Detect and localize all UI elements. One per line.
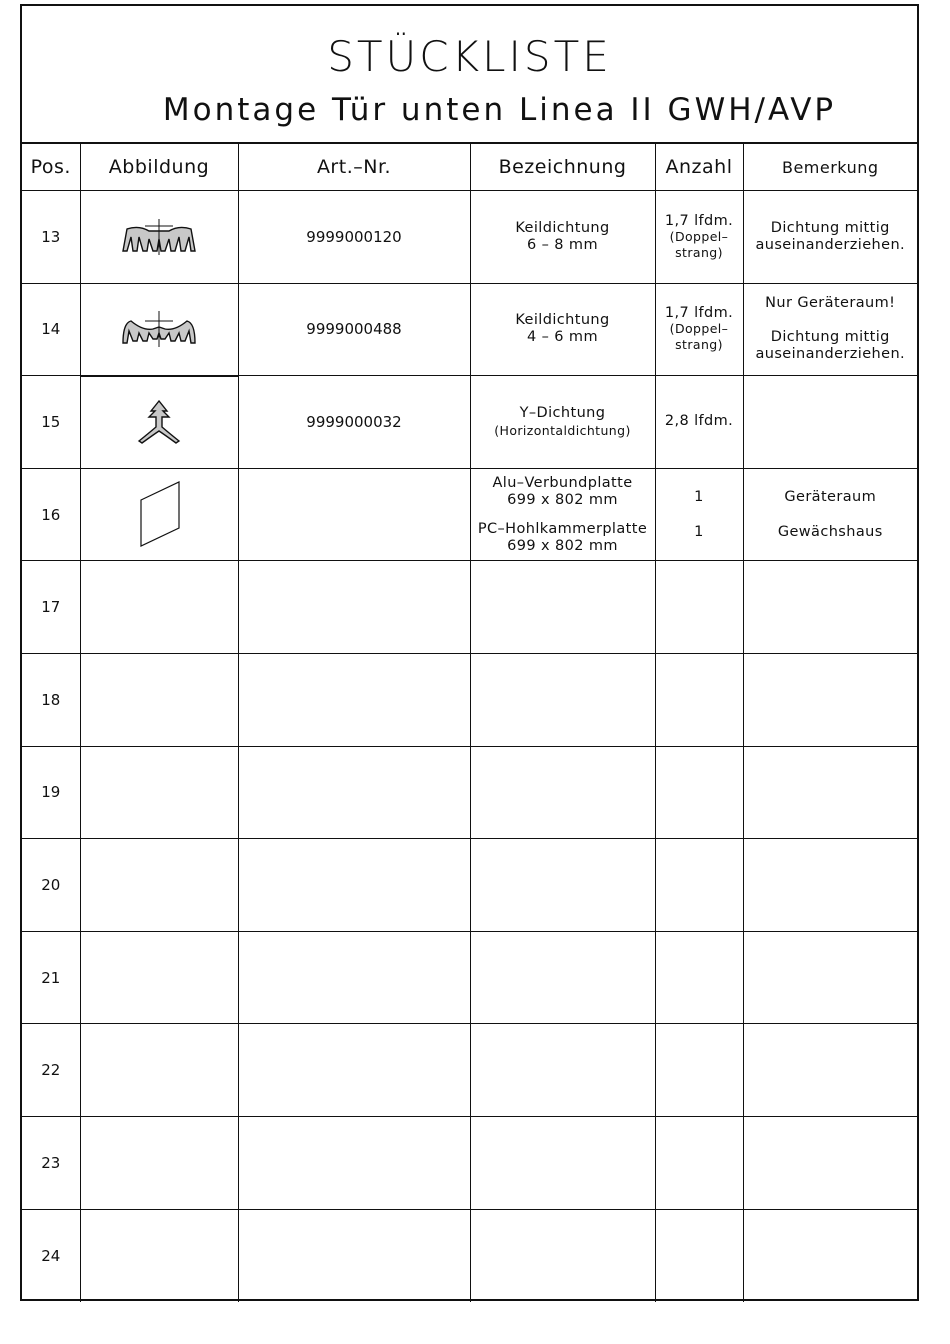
table-row bbox=[22, 1116, 917, 1209]
anzahl-note: strang) bbox=[675, 337, 723, 353]
art-nr-cell bbox=[238, 653, 470, 746]
art-nr-cell bbox=[238, 746, 470, 839]
bezeichnung-cell bbox=[470, 931, 655, 1024]
table-row bbox=[22, 1209, 917, 1302]
anzahl-note: strang) bbox=[675, 244, 723, 260]
header-art-nr: Art.–Nr. bbox=[238, 144, 470, 191]
anzahl-cell bbox=[655, 561, 743, 654]
document-subtitle: Montage Tür unten Linea II GWH/AVP bbox=[162, 92, 837, 128]
anzahl-value: 1 bbox=[694, 523, 704, 540]
bemerkung-cell bbox=[743, 653, 917, 746]
abbildung-cell bbox=[80, 468, 238, 561]
bezeichnung-cell bbox=[470, 283, 655, 376]
bemerkung-text: Dichtung mittig bbox=[770, 219, 890, 236]
bezeichnung-cell bbox=[470, 746, 655, 839]
document-title: STÜCKLISTE bbox=[327, 32, 612, 81]
bemerkung-cell bbox=[743, 376, 917, 469]
bemerkung-cell bbox=[743, 1209, 917, 1302]
anzahl-value: 1,7 lfdm. bbox=[664, 305, 734, 322]
keildichtung-large-profile-icon bbox=[119, 217, 199, 257]
table-row bbox=[22, 376, 917, 469]
abbildung-cell bbox=[80, 376, 238, 469]
bezeichnung-cell bbox=[470, 1024, 655, 1117]
abbildung-cell bbox=[80, 931, 238, 1024]
parts-list-sheet bbox=[20, 4, 919, 1301]
pos-cell: 21 bbox=[22, 931, 80, 1024]
pos-cell: 20 bbox=[22, 839, 80, 932]
bemerkung-text: Gewächshaus bbox=[777, 523, 883, 540]
art-nr-cell bbox=[238, 839, 470, 932]
bemerkung-cell bbox=[743, 191, 917, 284]
abbildung-cell bbox=[80, 561, 238, 654]
bezeichnung-cell bbox=[470, 376, 655, 469]
panel-plate-icon bbox=[129, 480, 189, 550]
bezeichnung-text: Alu–Verbundplatte bbox=[492, 474, 633, 491]
bezeichnung-size: 699 x 802 mm bbox=[507, 537, 618, 554]
table-row bbox=[22, 746, 917, 839]
bezeichnung-size: 6 – 8 mm bbox=[527, 236, 598, 253]
anzahl-cell bbox=[655, 653, 743, 746]
bezeichnung-cell bbox=[470, 468, 655, 561]
table-row bbox=[22, 561, 917, 654]
bezeichnung-cell bbox=[470, 191, 655, 284]
abbildung-cell bbox=[80, 1209, 238, 1302]
art-nr-cell: 9999000032 bbox=[238, 376, 470, 469]
pos-cell: 24 bbox=[22, 1209, 80, 1302]
bemerkung-warning: Nur Geräteraum! bbox=[765, 295, 896, 312]
abbildung-cell bbox=[80, 653, 238, 746]
header-bemerkung: Bemerkung bbox=[743, 144, 917, 191]
abbildung-cell bbox=[80, 283, 238, 376]
art-nr-cell: 9999000488 bbox=[238, 283, 470, 376]
keildichtung-small-profile-icon bbox=[119, 309, 199, 349]
bezeichnung-cell bbox=[470, 653, 655, 746]
anzahl-cell bbox=[655, 1024, 743, 1117]
anzahl-cell bbox=[655, 1116, 743, 1209]
art-nr-cell bbox=[238, 561, 470, 654]
abbildung-cell bbox=[80, 191, 238, 284]
anzahl-cell bbox=[655, 746, 743, 839]
y-dichtung-profile-icon bbox=[129, 397, 189, 447]
header-pos: Pos. bbox=[22, 144, 80, 191]
bemerkung-cell bbox=[743, 746, 917, 839]
pos-cell: 13 bbox=[22, 191, 80, 284]
bezeichnung-cell bbox=[470, 839, 655, 932]
anzahl-note: (Doppel– bbox=[669, 321, 729, 337]
bemerkung-cell bbox=[743, 283, 917, 376]
parts-table bbox=[22, 143, 917, 1302]
abbildung-cell bbox=[80, 1024, 238, 1117]
anzahl-cell bbox=[655, 468, 743, 561]
pos-cell: 23 bbox=[22, 1116, 80, 1209]
anzahl-cell: 2,8 lfdm. bbox=[655, 376, 743, 469]
bezeichnung-cell bbox=[470, 561, 655, 654]
art-nr-cell bbox=[238, 1116, 470, 1209]
header-bezeichnung: Bezeichnung bbox=[470, 144, 655, 191]
bezeichnung-cell bbox=[470, 1116, 655, 1209]
bezeichnung-cell bbox=[470, 1209, 655, 1302]
bezeichnung-text: Keildichtung bbox=[515, 312, 610, 329]
abbildung-cell bbox=[80, 1116, 238, 1209]
pos-cell: 17 bbox=[22, 561, 80, 654]
anzahl-note: (Doppel– bbox=[669, 228, 729, 244]
pos-cell: 15 bbox=[22, 376, 80, 469]
bemerkung-text: auseinanderziehen. bbox=[755, 346, 906, 363]
bemerkung-text: auseinanderziehen. bbox=[755, 236, 906, 253]
pos-cell: 16 bbox=[22, 468, 80, 561]
bemerkung-text: Geräteraum bbox=[784, 488, 877, 505]
art-nr-cell: 9999000120 bbox=[238, 191, 470, 284]
anzahl-cell bbox=[655, 1209, 743, 1302]
anzahl-value: 1 bbox=[694, 488, 704, 505]
bezeichnung-text: Keildichtung bbox=[515, 219, 610, 236]
pos-cell: 14 bbox=[22, 283, 80, 376]
header-abbildung: Abbildung bbox=[80, 144, 238, 191]
anzahl-cell bbox=[655, 283, 743, 376]
anzahl-cell bbox=[655, 839, 743, 932]
bemerkung-text: Dichtung mittig bbox=[770, 329, 890, 346]
art-nr-cell bbox=[238, 1024, 470, 1117]
table-row bbox=[22, 839, 917, 932]
bemerkung-cell bbox=[743, 839, 917, 932]
bezeichnung-size: 4 – 6 mm bbox=[527, 329, 598, 346]
bemerkung-cell bbox=[743, 1116, 917, 1209]
art-nr-cell bbox=[238, 468, 470, 561]
bezeichnung-text: PC–Hohlkammerplatte bbox=[477, 520, 648, 537]
abbildung-cell bbox=[80, 839, 238, 932]
pos-cell: 18 bbox=[22, 653, 80, 746]
pos-cell: 19 bbox=[22, 746, 80, 839]
bemerkung-cell bbox=[743, 1024, 917, 1117]
title-block bbox=[22, 6, 917, 143]
table-row bbox=[22, 283, 917, 376]
anzahl-cell bbox=[655, 191, 743, 284]
header-anzahl: Anzahl bbox=[655, 144, 743, 191]
bezeichnung-size: 699 x 802 mm bbox=[507, 491, 618, 508]
anzahl-cell bbox=[655, 931, 743, 1024]
anzahl-value: 1,7 lfdm. bbox=[664, 212, 734, 229]
abbildung-cell bbox=[80, 746, 238, 839]
pos-cell: 22 bbox=[22, 1024, 80, 1117]
art-nr-cell bbox=[238, 931, 470, 1024]
bemerkung-cell bbox=[743, 931, 917, 1024]
bezeichnung-text: Y–Dichtung bbox=[519, 404, 606, 421]
table-row bbox=[22, 931, 917, 1024]
table-row bbox=[22, 191, 917, 284]
table-row bbox=[22, 1024, 917, 1117]
bemerkung-cell bbox=[743, 561, 917, 654]
bezeichnung-note: (Horizontaldichtung) bbox=[494, 422, 631, 438]
table-header-row bbox=[22, 144, 917, 191]
table-row bbox=[22, 653, 917, 746]
bemerkung-cell bbox=[743, 468, 917, 561]
art-nr-cell bbox=[238, 1209, 470, 1302]
table-row bbox=[22, 468, 917, 561]
